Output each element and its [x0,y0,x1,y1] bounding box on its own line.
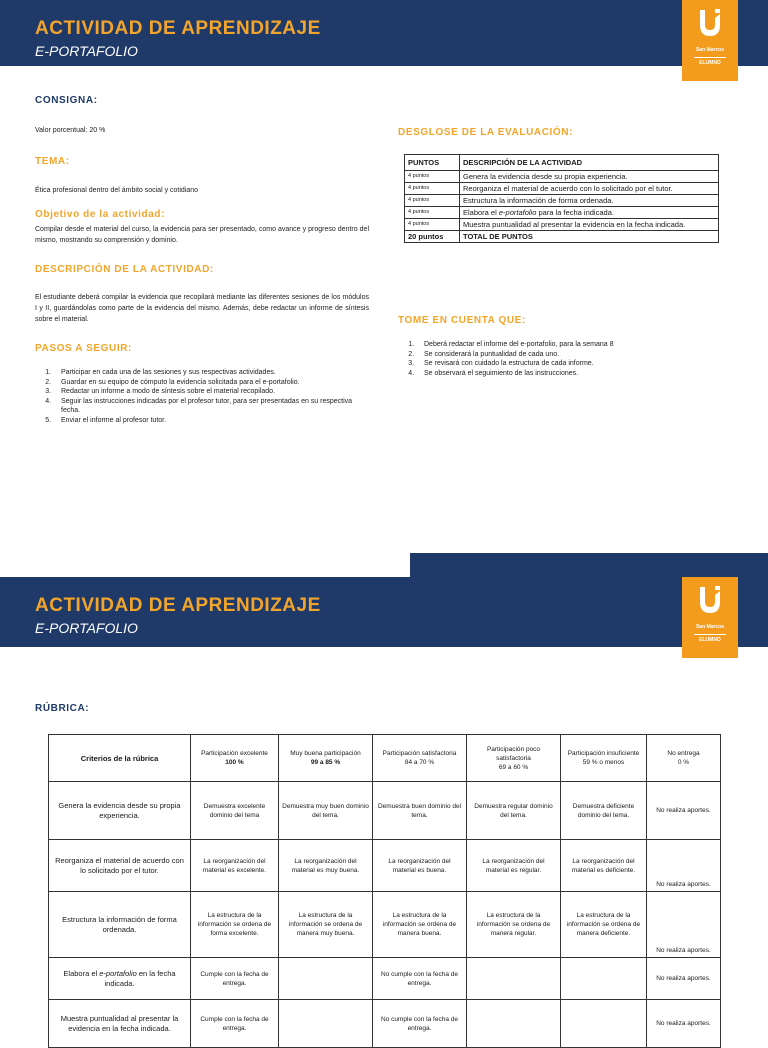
puntos-cell: 4 puntos [405,219,460,231]
desc-cell: Genera la evidencia desde su propia experiencia. [460,171,719,183]
level-label: Muy buena participación [290,750,361,757]
criterios-header: Criterios de la rúbrica [49,735,191,782]
rubric-cell: La estructura de la información se ordena de manera regular. [467,892,561,958]
criterio-cell: Genera la evidencia desde su propia experiencia. [49,782,191,840]
rubric-cell: La estructura de la información se ordena de manera deficiente. [561,892,647,958]
criterio-em: e-portafolio [99,968,137,978]
rubric-table [48,734,721,1048]
level-label: Participación insuficiente [567,750,640,757]
level-header [647,735,721,782]
table-row [49,782,721,840]
list-item: 4. Se observará el seguimiento de las instrucciones. [416,369,736,379]
rubric-cell: Cumple con la fecha de entrega. [191,958,279,1000]
logo-tag-text: ELUMNO [699,637,721,643]
evaluation-table [404,154,719,243]
table-row [49,892,721,958]
puntos-cell: 4 puntos [405,183,460,195]
rubric-cell [467,958,561,1000]
level-value: 99 a 85 % [310,759,341,766]
list-item: 1. Participar en cada una de las sesiones y sus respectivas actividades. [53,368,373,378]
puntos-cell: 4 puntos [405,171,460,183]
list-item: 3. Redactar un informe a modo de síntesis sobre el material recopilado. [53,387,373,397]
consigna-heading: CONSIGNA: [35,95,98,106]
desc-cell: Estructura la información de forma ordenada. [460,195,719,207]
rubric-cell: La estructura de la información se ordena de forma excelente. [191,892,279,958]
desc-cell: Reorganiza el material de acuerdo con lo solicitado por el tutor. [460,183,719,195]
logo-mark-icon [696,8,724,38]
rubrica-heading: RÚBRICA: [35,703,90,714]
level-header [191,735,279,782]
level-label: Participación poco satisfactoria [486,745,541,762]
logo-brand-text: San Marcos [695,47,725,53]
level-header [467,735,561,782]
level-label: Participación satisfactoria [382,750,457,757]
rubric-cell: No realiza aportes. [647,1000,721,1048]
pasos-list [35,368,373,425]
table-header-row [405,155,719,171]
rubric-cell [561,958,647,1000]
rubric-cell: Demuestra buen dominio del tema. [373,782,467,840]
level-header [561,735,647,782]
desc-cell: Muestra puntualidad al presentar la evidencia en la fecha indicada. [460,219,719,231]
table-row [49,958,721,1000]
level-value: 69 a 60 % [498,763,529,771]
banner-subtitle: E-PORTAFOLIO [35,620,138,636]
rubric-cell: Demuestra regular dominio del tema. [467,782,561,840]
rubric-cell: No realiza aportes. [647,840,721,892]
rubric-cell: No cumple con la fecha de entrega. [373,958,467,1000]
rubric-cell: Demuestra muy buen dominio del tema. [279,782,373,840]
rubric-cell: Cumple con la fecha de entrega. [191,1000,279,1048]
banner-title: ACTIVIDAD DE APRENDIZAJE [35,18,321,39]
total-label: TOTAL DE PUNTOS [460,231,719,243]
logo-divider [694,634,726,635]
list-item: 1. Deberá redactar el informe del e-portafolio, para la semana 8 [416,340,736,350]
criterio-cell: Reorganiza el material de acuerdo con lo solicitado por el tutor. [49,840,191,892]
rubric-cell: La reorganización del material es regular. [467,840,561,892]
level-value: 59 % o menos [582,759,625,766]
brand-logo [682,577,738,658]
rubric-cell: La reorganización del material es buena. [373,840,467,892]
criterio-cell: Muestra puntualidad al presentar la evidencia en la fecha indicada. [49,1000,191,1048]
table-row [405,195,719,207]
logo-brand-text: San Marcos [695,624,725,630]
logo-divider [694,57,726,58]
valor-porcentual: Valor porcentual: 20 % [35,127,106,134]
table-row [405,219,719,231]
tome-heading: TOME EN CUENTA QUE: [398,315,526,326]
list-item: 3. Se revisará con cuidado la estructura de cada informe. [416,359,736,369]
criterio-pre: Elabora el [63,968,100,978]
puntos-cell: 4 puntos [405,195,460,207]
rubric-header-row [49,735,721,782]
level-label: Participación excelente [201,750,268,757]
total-puntos: 20 puntos [405,231,460,243]
list-item: 2. Guardar en su equipo de cómputo la evidencia solicitada para el e-portafolio. [53,378,373,388]
tema-text: Ética profesional dentro del ámbito social y cotidiano [35,187,199,194]
rubric-cell: La reorganización del material es excelente. [191,840,279,892]
tome-list [398,340,736,378]
banner-title: ACTIVIDAD DE APRENDIZAJE [35,595,321,616]
rubric-cell: La estructura de la información se ordena de manera buena. [373,892,467,958]
pasos-heading: PASOS A SEGUIR: [35,343,132,354]
level-value: 0 % [677,759,690,766]
descripcion-text: El estudiante deberá compilar la evidencia que recopilará mediante las diferentes sesiones de los módulos I y II, guardándolas como parte de la evidencia del mismo. Además, debe redactar un informe de síntesis sobre el material. [35,294,369,323]
total-row [405,231,719,243]
rubric-cell: La estructura de la información se ordena de manera muy buena. [279,892,373,958]
brand-logo [682,0,738,81]
logo-tag-text: ELUMNO [699,60,721,66]
header-banner-2 [0,577,768,647]
rubric-cell: No cumple con la fecha de entrega. [373,1000,467,1048]
objetivo-text: Compilar desde el material del curso, la evidencia para ser presentado, como avance y progreso dentro del mismo, mostrando su comprensión y dominio. [35,226,369,244]
puntos-cell: 4 puntos [405,207,460,219]
list-item: 2. Se considerará la puntualidad de cada uno. [416,350,736,360]
criterio-cell [49,958,191,1000]
banner-subtitle: E-PORTAFOLIO [35,43,138,59]
objetivo-heading: Objetivo de la actividad: [35,209,166,220]
rubric-cell: La reorganización del material es deficiente. [561,840,647,892]
desc-cell: Elabora el e-portafolio para la fecha indicada. [460,207,719,219]
level-header [373,735,467,782]
rubric-cell: No realiza aportes. [647,782,721,840]
level-value: 84 a 70 % [404,759,435,766]
descripcion-heading: DESCRIPCIÓN DE LA ACTIVIDAD: [35,264,214,275]
criterio-cell: Estructura la información de forma ordenada. [49,892,191,958]
col-puntos-header: PUNTOS [405,155,460,171]
level-header [279,735,373,782]
table-row [405,171,719,183]
header-banner-1 [0,0,768,66]
logo-mark-icon [696,585,724,615]
rubric-cell [279,958,373,1000]
rubric-cell: La reorganización del material es muy buena. [279,840,373,892]
rubric-cell: No realiza aportes. [647,958,721,1000]
tema-heading: TEMA: [35,156,70,167]
rubric-cell: Demuestra excelente dominio del tema [191,782,279,840]
rubric-cell: Demuestra deficiente dominio del tema. [561,782,647,840]
banner-tab [410,553,768,577]
desglose-heading: DESGLOSE DE LA EVALUACIÓN: [398,127,574,138]
col-desc-header: DESCRIPCIÓN DE LA ACTIVIDAD [460,155,719,171]
list-item: 4. Seguir las instrucciones indicadas por el profesor tutor, para ser presentadas en su respectiva fecha. [53,397,373,416]
rubric-cell: No realiza aportes. [647,892,721,958]
list-item: 5. Enviar el informe al profesor tutor. [53,416,373,426]
table-row [405,207,719,219]
criterio-post: en la fecha indicada. [104,968,176,988]
table-row [49,840,721,892]
level-label: No entrega [667,750,700,757]
table-row [405,183,719,195]
level-value: 100 % [225,759,244,766]
